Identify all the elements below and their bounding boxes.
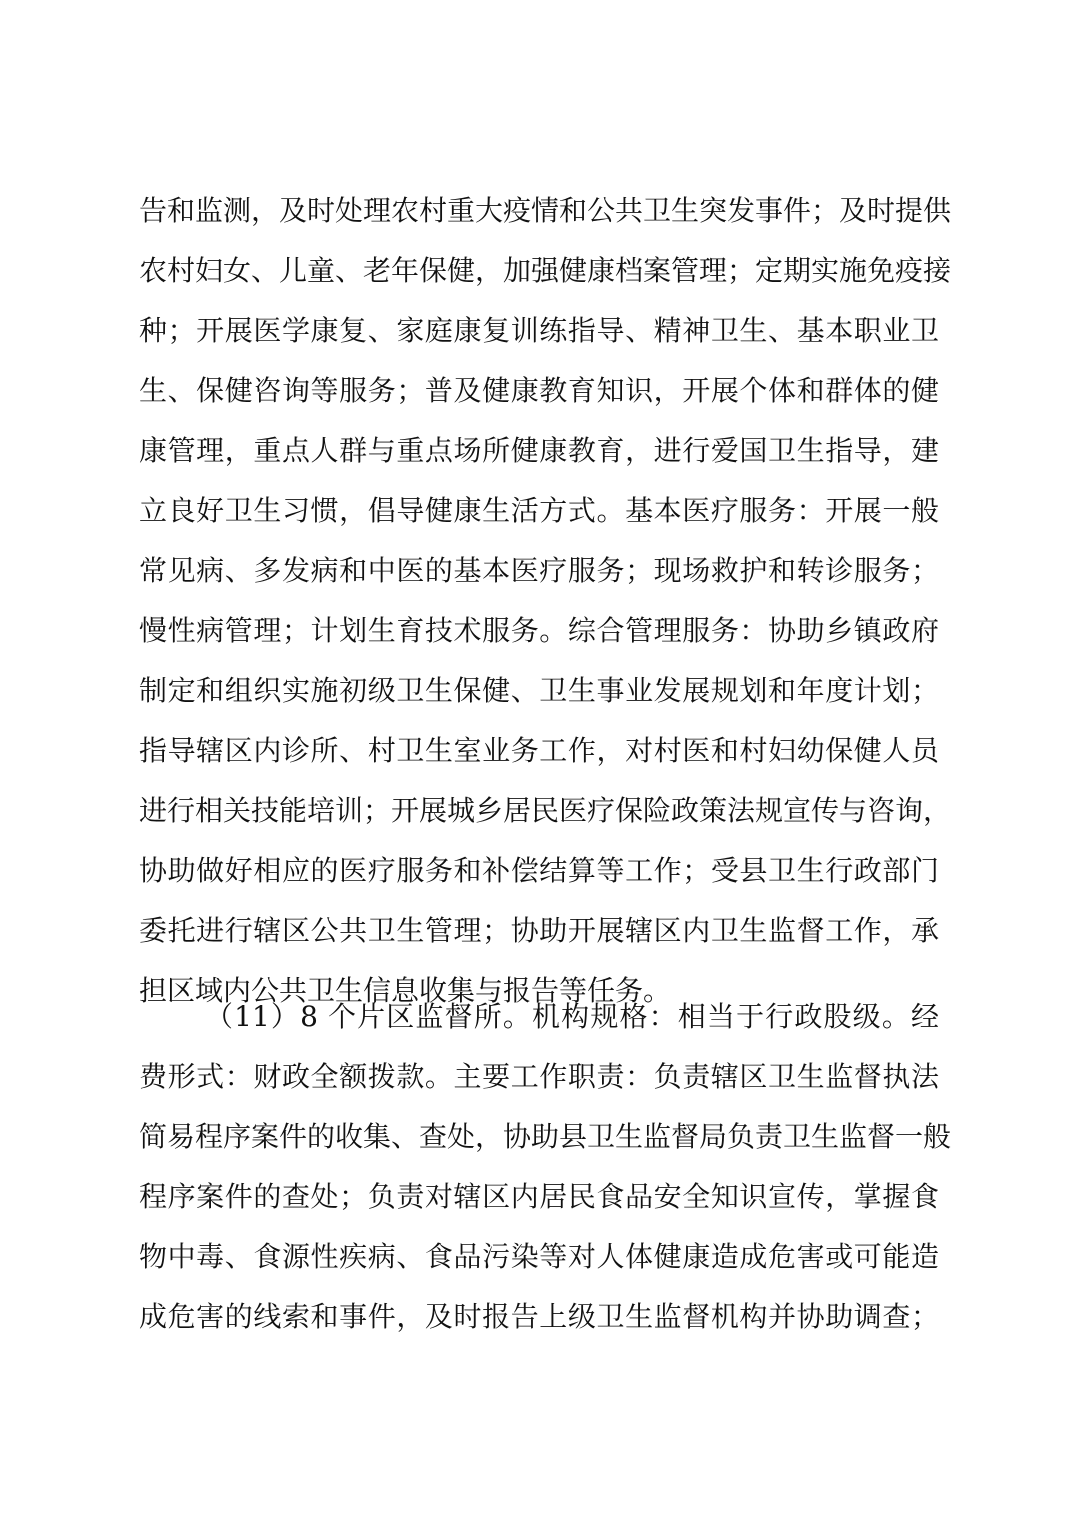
text-line: 程序案件的查处；负责对辖区内居民食品安全知识宣传，掌握食 (139, 1180, 939, 1213)
text-line: 物中毒、食源性疾病、食品污染等对人体健康造成危害或可能造 (139, 1240, 939, 1273)
text-line: 协助做好相应的医疗服务和补偿结算等工作；受县卫生行政部门 (139, 854, 939, 887)
text-line: 慢性病管理；计划生育技术服务。综合管理服务：协助乡镇政府 (139, 614, 939, 647)
text-line: 常见病、多发病和中医的基本医疗服务；现场救护和转诊服务； (139, 554, 939, 587)
text-line: 指导辖区内诊所、村卫生室业务工作，对村医和村妇幼保健人员 (139, 734, 939, 767)
text-line: 成危害的线索和事件，及时报告上级卫生监督机构并协助调查； (139, 1300, 939, 1333)
text-line: 立良好卫生习惯，倡导健康生活方式。基本医疗服务：开展一般 (139, 494, 939, 527)
text-line: 生、保健咨询等服务；普及健康教育知识，开展个体和群体的健 (139, 374, 939, 407)
text-line: 委托进行辖区公共卫生管理；协助开展辖区内卫生监督工作，承 (139, 914, 939, 947)
text-line: 康管理，重点人群与重点场所健康教育，进行爱国卫生指导，建 (139, 434, 939, 467)
text-line: 简易程序案件的收集、查处，协助县卫生监督局负责卫生监督一般 (139, 1120, 952, 1153)
text-line: 种；开展医学康复、家庭康复训练指导、精神卫生、基本职业卫 (139, 314, 939, 347)
text-line-indented: （11）8 个片区监督所。机构规格：相当于行政股级。经 (205, 1000, 939, 1033)
text-line: 进行相关技能培训；开展城乡居民医疗保险政策法规宣传与咨询， (139, 794, 952, 827)
text-line: 农村妇女、儿童、老年保健，加强健康档案管理；定期实施免疫接 (139, 254, 952, 287)
text-line: 告和监测，及时处理农村重大疫情和公共卫生突发事件；及时提供 (139, 194, 952, 227)
text-line-last: 担区域内公共卫生信息收集与报告等任务。 (139, 974, 672, 1007)
text-line: 费形式：财政全额拨款。主要工作职责：负责辖区卫生监督执法 (139, 1060, 939, 1093)
text-line: 制定和组织实施初级卫生保健、卫生事业发展规划和年度计划； (139, 674, 939, 707)
